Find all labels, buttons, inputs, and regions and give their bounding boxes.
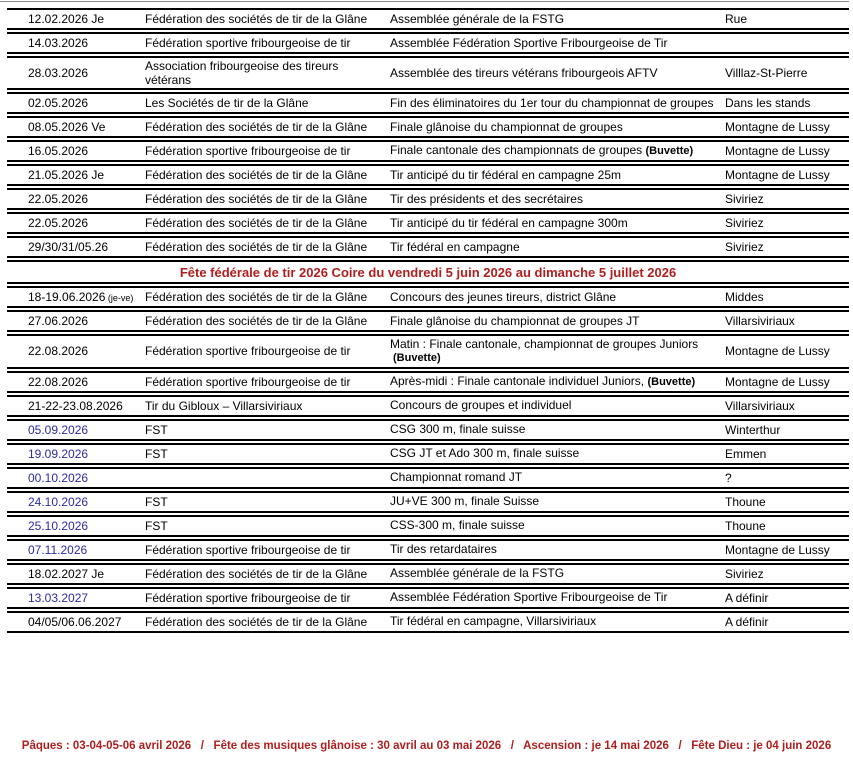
date-cell: [7, 399, 145, 413]
event-text: Tir anticipé du tir fédéral en campagne 300m: [390, 215, 628, 230]
event-cell: [390, 96, 725, 111]
banner-row: [7, 260, 849, 284]
event-text: JU+VE 300 m, finale Suisse: [390, 494, 540, 509]
location-cell: Villarsiviriaux: [725, 398, 795, 413]
event-text: Après-midi : Finale cantonale individuel Juniors,: [390, 373, 648, 388]
event-cell: [390, 494, 725, 509]
date-text: 19.09.2026: [28, 446, 89, 461]
organizer-cell: FST: [145, 494, 168, 509]
table-row: [7, 334, 849, 369]
table-row: [7, 286, 849, 308]
organizer-cell: Tir du Gibloux – Villarsiviriaux: [145, 398, 303, 413]
event-text: Assemblée générale de la FSTG: [390, 11, 565, 26]
date-text: 04/05/06.06.2027: [28, 614, 122, 629]
organizer-cell: FST: [145, 446, 168, 461]
event-cell: [390, 12, 725, 27]
event-text: Tir des retardataires: [390, 542, 497, 557]
event-cell: [390, 422, 725, 437]
top-edge-line: [0, 1, 849, 2]
organizer-cell: Fédération des sociétés de tir de la Glâne: [145, 168, 368, 182]
table-row: [7, 515, 849, 537]
date-cell: [7, 36, 145, 50]
event-cell: [390, 398, 725, 413]
table-row: [7, 587, 849, 609]
date-cell: [7, 344, 145, 358]
event-cell: [390, 542, 725, 557]
event-cell: [390, 518, 725, 533]
date-text: 21.05.2026 Je: [28, 168, 105, 182]
table-row: [7, 212, 849, 234]
table-row: [7, 188, 849, 210]
date-text: 18-19.06.2026: [28, 290, 106, 304]
date-cell: [7, 375, 145, 389]
location-cell: Villlaz-St-Pierre: [725, 66, 808, 80]
event-text: Assemblée des tireurs vétérans fribourgeois AFTV: [390, 65, 658, 80]
event-text: Assemblée générale de la FSTG: [390, 566, 565, 581]
location-cell: Montagne de Lussy: [725, 120, 830, 134]
organizer-cell: FST: [145, 422, 168, 437]
organizer-cell: Fédération des sociétés de tir de la Glâne: [145, 12, 368, 26]
event-text: Concours de groupes et individuel: [390, 398, 572, 413]
event-cell: [390, 290, 725, 305]
table-row: [7, 395, 849, 417]
date-text: 14.03.2026: [28, 36, 89, 50]
event-cell: [390, 470, 725, 485]
event-text: Fin des éliminatoires du 1er tour du championnat de groupes: [390, 95, 714, 110]
location-cell: Montagne de Lussy: [725, 168, 830, 182]
location-cell: A définir: [725, 614, 769, 629]
table-row: [7, 140, 849, 162]
location-cell: A définir: [725, 590, 769, 605]
event-cell: [390, 446, 725, 461]
event-text: Finale glânoise du championnat de groupes: [390, 119, 623, 134]
date-cell: [7, 290, 145, 304]
event-text: Tir anticipé du tir fédéral en campagne 25m: [390, 167, 622, 182]
organizer-cell: Fédération des sociétés de tir de la Glâne: [145, 192, 368, 206]
event-text: CSG JT et Ado 300 m, finale suisse: [390, 446, 580, 461]
table-row: [7, 236, 849, 258]
organizer-cell: Fédération des sociétés de tir de la Glâne: [145, 240, 368, 254]
event-cell: [390, 314, 725, 329]
date-text: 22.08.2026: [28, 344, 89, 359]
organizer-cell: Les Sociétés de tir de la Glâne: [145, 96, 309, 110]
location-cell: Siviriez: [725, 216, 764, 230]
date-text: 12.02.2026 Je: [28, 12, 105, 26]
table-row: [7, 371, 849, 393]
organizer-cell: Fédération des sociétés de tir de la Glâne: [145, 120, 368, 134]
event-text: Tir fédéral en campagne: [390, 239, 520, 254]
organizer-cell: Fédération sportive fribourgeoise de tir: [145, 144, 351, 158]
event-cell: [390, 216, 725, 231]
date-weekday-note: (je-ve): [105, 293, 134, 303]
date-text: 25.10.2026: [28, 518, 89, 533]
event-cell: [390, 66, 725, 81]
location-cell: Siviriez: [725, 192, 764, 206]
date-text: 21-22-23.08.2026: [28, 398, 123, 413]
organizer-cell: Fédération sportive fribourgeoise de tir: [145, 374, 351, 389]
table-row: [7, 443, 849, 465]
location-cell: Siviriez: [725, 240, 764, 254]
date-cell: [7, 216, 145, 230]
table-row: [7, 92, 849, 114]
date-cell: [7, 120, 145, 134]
event-cell: [390, 337, 725, 366]
organizer-cell: Fédération des sociétés de tir de la Glâne: [145, 614, 368, 629]
event-text: Assemblée Fédération Sportive Fribourgeoise de Tir: [390, 590, 668, 605]
event-bold-note: (Buvette): [647, 375, 696, 388]
location-cell: Montagne de Lussy: [725, 144, 830, 158]
date-text: 00.10.2026: [28, 470, 89, 485]
organizer-cell: Fédération sportive fribourgeoise de tir: [145, 590, 351, 605]
event-text: Matin : Finale cantonale, championnat de groupes Juniors: [390, 337, 699, 351]
date-cell: [7, 192, 145, 206]
location-cell: Montagne de Lussy: [725, 374, 830, 389]
event-bold-note: (Buvette): [645, 145, 694, 158]
date-cell: [7, 240, 145, 254]
table-row: [7, 491, 849, 513]
table-row: [7, 310, 849, 332]
event-cell: [390, 120, 725, 135]
event-cell: [390, 168, 725, 183]
date-text: 08.05.2026 Ve: [28, 120, 106, 134]
date-text: 02.05.2026: [28, 96, 89, 110]
location-cell: Dans les stands: [725, 96, 811, 110]
date-cell: [7, 519, 145, 533]
table-row: [7, 563, 849, 585]
date-text: 05.09.2026: [28, 422, 89, 437]
event-cell: [390, 143, 725, 159]
event-text: CSS-300 m, finale suisse: [390, 518, 525, 533]
event-text: Assemblée Fédération Sportive Fribourgeoise de Tir: [390, 35, 668, 50]
table-row: [7, 611, 849, 633]
date-cell: [7, 543, 145, 557]
date-text: 22.05.2026: [28, 216, 89, 230]
date-text: 24.10.2026: [28, 494, 89, 509]
table-row: [7, 116, 849, 138]
event-cell: [390, 566, 725, 581]
banner-text: Fête fédérale de tir 2026 Coire du vendredi 5 juin 2026 au dimanche 5 juillet 2026: [179, 264, 677, 280]
date-cell: [7, 567, 145, 581]
event-text: CSG 300 m, finale suisse: [390, 422, 526, 437]
date-cell: [7, 591, 145, 605]
event-text: Finale cantonale des championnats de groupes: [390, 143, 646, 158]
date-text: 22.08.2026: [28, 374, 89, 389]
date-text: 29/30/31/05.26: [28, 240, 109, 254]
organizer-cell: Fédération des sociétés de tir de la Glâne: [145, 566, 368, 581]
event-text: Tir des présidents et des secrétaires: [390, 191, 583, 206]
table-row: [7, 8, 849, 30]
location-cell: Rue: [725, 12, 748, 26]
organizer-cell: FST: [145, 518, 168, 533]
organizer-cell: Fédération des sociétés de tir de la Glâne: [145, 216, 368, 230]
date-cell: [7, 447, 145, 461]
organizer-cell: Fédération sportive fribourgeoise de tir: [145, 36, 351, 50]
location-cell: Montagne de Lussy: [725, 542, 830, 557]
table-row: [7, 32, 849, 54]
event-cell: [390, 374, 725, 390]
table-row: [7, 467, 849, 489]
event-bold-note: (Buvette): [393, 352, 441, 364]
date-text: 18.02.2027 Je: [28, 566, 105, 581]
location-cell: Winterthur: [725, 422, 781, 437]
date-cell: [7, 144, 145, 158]
footer-note: Pâques : 03-04-05-06 avril 2026 / Fête des musiques glânoise : 30 avril au 03 mai 2026 / Ascension : je 14 mai 2026 / Fête Dieu : je 04 juin 2026: [21, 740, 832, 752]
location-cell: Siviriez: [725, 566, 764, 581]
event-text: Championnat romand JT: [390, 470, 523, 485]
event-cell: [390, 590, 725, 605]
date-cell: [7, 495, 145, 509]
date-text: 07.11.2026: [28, 542, 88, 557]
date-text: 22.05.2026: [28, 192, 89, 206]
date-cell: [7, 96, 145, 110]
table-row: [7, 419, 849, 441]
location-cell: Thoune: [725, 518, 766, 533]
event-cell: [390, 192, 725, 207]
event-cell: [390, 36, 725, 51]
date-text: 28.03.2026: [28, 66, 89, 80]
date-cell: [7, 615, 145, 629]
date-cell: [7, 12, 145, 26]
organizer-cell: Fédération sportive fribourgeoise de tir: [145, 344, 351, 359]
event-cell: [390, 240, 725, 255]
table-row: [7, 164, 849, 186]
location-cell: Middes: [725, 290, 764, 304]
date-cell: [7, 168, 145, 182]
organizer-cell: Fédération des sociétés de tir de la Glâne: [145, 314, 368, 328]
date-text: 13.03.2027: [28, 590, 89, 605]
table-row: [7, 539, 849, 561]
date-cell: [7, 66, 145, 80]
location-cell: Villarsiviriaux: [725, 314, 795, 328]
organizer-cell: Fédération sportive fribourgeoise de tir: [145, 542, 351, 557]
event-text: Finale glânoise du championnat de groupes JT: [390, 313, 640, 328]
schedule-table: [7, 8, 849, 635]
date-cell: [7, 423, 145, 437]
location-cell: Emmen: [725, 446, 767, 461]
event-text: Concours des jeunes tireurs, district Glâne: [390, 289, 617, 304]
event-cell: [390, 614, 725, 629]
table-row: [7, 56, 849, 90]
event-text: Tir fédéral en campagne, Villarsiviriaux: [390, 614, 597, 629]
location-cell: ?: [725, 470, 732, 485]
date-text: 16.05.2026: [28, 144, 89, 158]
location-cell: Montagne de Lussy: [725, 344, 830, 359]
organizer-cell: Association fribourgeoise des tireurs vétérans: [145, 59, 339, 87]
date-cell: [7, 471, 145, 485]
location-cell: Thoune: [725, 494, 766, 509]
date-cell: [7, 314, 145, 328]
organizer-cell: Fédération des sociétés de tir de la Glâne: [145, 290, 368, 304]
date-text: 27.06.2026: [28, 314, 89, 328]
